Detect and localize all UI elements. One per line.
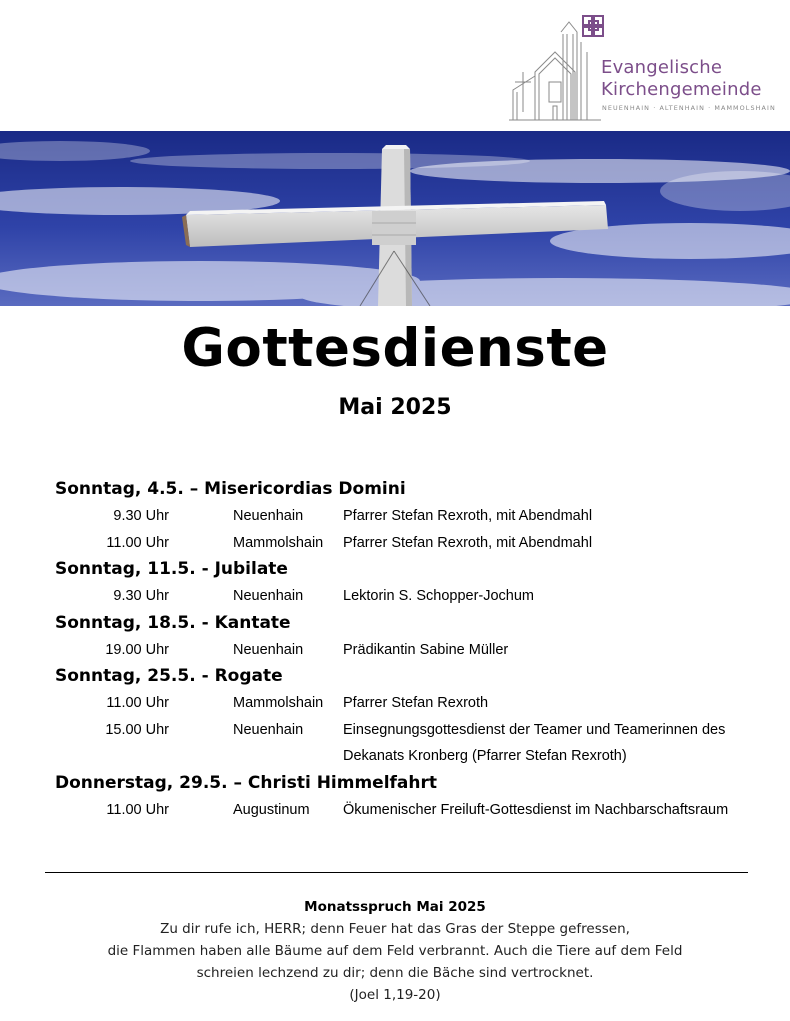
- service-row: [55, 530, 765, 557]
- church-logo: [505, 12, 780, 127]
- day-heading: Sonntag, 11.5. - Jubilate: [55, 559, 288, 579]
- service-row: [55, 797, 765, 850]
- verse-reference: (Joel 1,19-20): [349, 987, 441, 1003]
- service-row: [55, 717, 765, 770]
- verse-title: Monatsspruch Mai 2025: [304, 899, 486, 915]
- service-time: 19.00 Uhr: [105, 641, 169, 658]
- page-subtitle: Mai 2025: [338, 395, 452, 420]
- day-block: [55, 556, 765, 610]
- service-schedule: [55, 476, 765, 850]
- service-place: Neuenhain: [233, 641, 304, 658]
- service-description: Prädikantin Sabine Müller: [343, 641, 509, 658]
- day-heading: Donnerstag, 29.5. – Christi Himmelfahrt: [55, 772, 438, 793]
- service-place: Mammolshain: [233, 695, 324, 711]
- service-place: Augustinum: [233, 801, 310, 818]
- day-heading: Sonntag, 25.5. - Rogate: [55, 666, 283, 686]
- day-block: [55, 476, 765, 556]
- page-title: Gottesdienste: [181, 318, 609, 379]
- service-description: Einsegnungsgottesdienst der Teamer und Teamerinnen des Dekanats Kronberg (Pfarrer Stefan Rexroth): [343, 721, 726, 764]
- service-place: Neuenhain: [233, 721, 304, 738]
- verse-line: die Flammen haben alle Bäume auf dem Feld verbrannt. Auch die Tiere auf dem Feld: [107, 943, 683, 959]
- monthly-verse: [0, 896, 790, 1006]
- logo-name-line2: Kirchengemeinde: [601, 79, 762, 100]
- day-block: [55, 663, 765, 770]
- service-time: 11.00 Uhr: [106, 534, 169, 551]
- service-place: Neuenhain: [233, 588, 304, 604]
- service-description: Lektorin S. Schopper-Jochum: [343, 588, 535, 604]
- service-time: 9.30 Uhr: [113, 508, 169, 524]
- service-row: [55, 503, 765, 530]
- verse-line: schreien lechzend zu dir; denn die Bäche sind vertrocknet.: [196, 965, 594, 981]
- service-row: [55, 690, 765, 717]
- service-time: 15.00 Uhr: [105, 721, 169, 738]
- service-row: [55, 583, 765, 610]
- service-time: 11.00 Uhr: [106, 801, 169, 818]
- service-description: Pfarrer Stefan Rexroth, mit Abendmahl: [343, 534, 593, 551]
- service-time: 9.30 Uhr: [113, 588, 169, 604]
- service-description: Pfarrer Stefan Rexroth: [343, 695, 489, 711]
- day-heading: Sonntag, 4.5. – Misericordias Domini: [55, 479, 406, 499]
- service-description: Ökumenischer Freiluft-Gottesdienst im Nachbarschaftsraum: [343, 801, 729, 818]
- day-block: [55, 610, 765, 664]
- day-block: [55, 770, 765, 850]
- logo-places: NEUENHAIN · ALTENHAIN · MAMMOLSHAIN: [602, 104, 776, 112]
- service-description: Pfarrer Stefan Rexroth, mit Abendmahl: [343, 508, 593, 524]
- logo-name-line1: Evangelische: [601, 57, 723, 78]
- cross-banner-image: [0, 131, 790, 306]
- church-building-icon: [505, 12, 605, 127]
- verse-line: Zu dir rufe ich, HERR; denn Feuer hat das Gras der Steppe gefressen,: [160, 921, 630, 937]
- day-heading: Sonntag, 18.5. - Kantate: [55, 612, 291, 633]
- service-row: [55, 637, 765, 664]
- service-place: Mammolshain: [233, 534, 324, 551]
- service-time: 11.00 Uhr: [106, 695, 169, 711]
- divider: [45, 872, 748, 873]
- service-place: Neuenhain: [233, 508, 304, 524]
